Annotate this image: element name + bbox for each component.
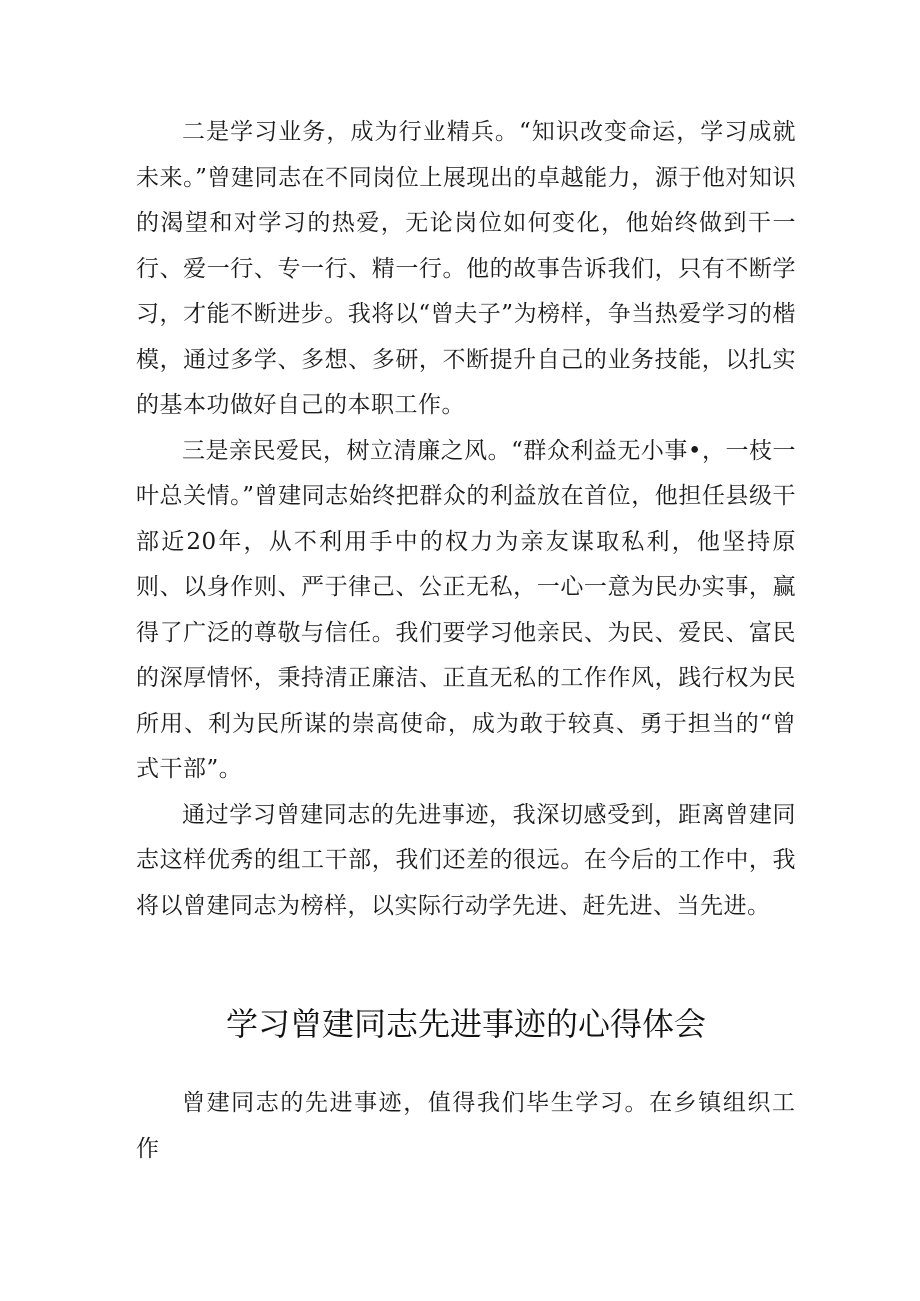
paragraph-serve-people: 三是亲民爱民，树立清廉之风。“群众利益无小事•，一枝一叶总关情。”曾建同志始终把群众的利益放在首位，他担任县级干部近20年，从不利用手中的权力为亲友谋取私利，他坚持原则、以身作则、严于律己、公正无私，一心一意为民办实事，赢得了广泛的尊敬与信任。我们要学习他亲民、为民、爱民、富民的深厚情怀，秉持清正廉洁、正直无私的工作作风，践行权为民所用、利为民所谋的崇高使命，成为敢于较真、勇于担当的“曾式干部”。 xyxy=(136,437,796,782)
paragraph-learning-business: 二是学习业务，成为行业精兵。“知识改变命运，学习成就未来。”曾建同志在不同岗位上展现出的卓越能力，源于他对知识的渴望和对学习的热爱，无论岗位如何变化，他始终做到干一行、爱一行、专一行、精一行。他的故事告诉我们，只有不断学习，才能不断进步。我将以“曾夫子”为榜样，争当热爱学习的楷模，通过多学、多想、多研，不断提升自己的业务技能，以扎实的基本功做好自己的本职工作。 xyxy=(136,119,796,418)
paragraph-opening: 曾建同志的先进事迹，值得我们毕生学习。在乡镇组织工作 xyxy=(136,1090,796,1162)
section-heading: 学习曾建同志先进事迹的心得体会 xyxy=(225,1005,706,1043)
document-body xyxy=(136,110,796,1172)
paragraph-conclusion: 通过学习曾建同志的先进事迹，我深切感受到，距离曾建同志这样优秀的组工干部，我们还差的很远。在今后的工作中，我将以曾建同志为榜样，以实际行动学先进、赶先进、当先进。 xyxy=(136,801,796,919)
